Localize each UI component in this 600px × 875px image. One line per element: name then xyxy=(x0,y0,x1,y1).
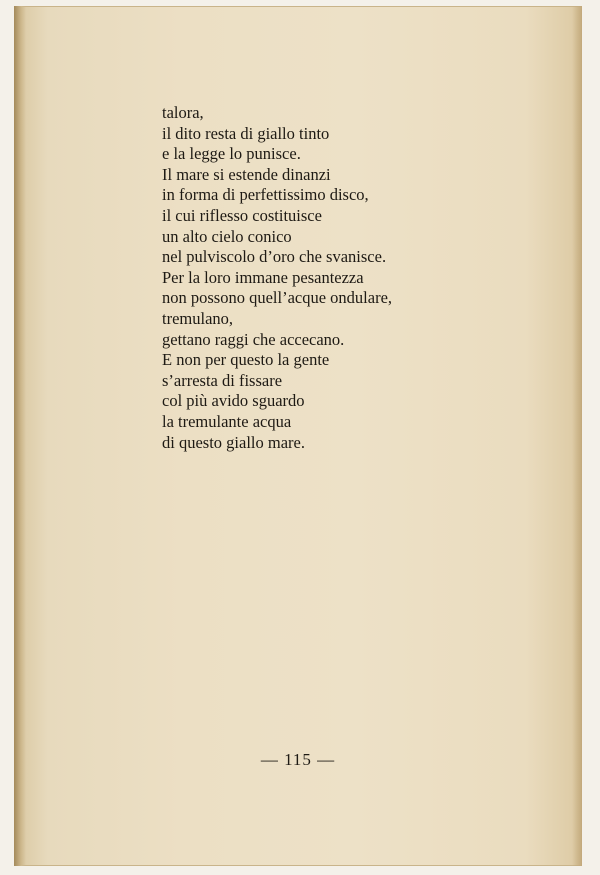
poem-line: e la legge lo punisce. xyxy=(162,144,301,164)
poem-line: Per la loro immane pesantezza xyxy=(162,267,364,287)
page-number: — 115 — xyxy=(260,750,336,769)
poem-line: E non per questo la gente xyxy=(162,350,330,370)
poem-line: col più avido sguardo xyxy=(162,391,305,411)
book-page xyxy=(14,6,582,866)
poem-line: un alto cielo conico xyxy=(162,226,292,246)
poem-line: in forma di perfettissimo disco, xyxy=(162,185,369,205)
poem-line: gettano raggi che accecano. xyxy=(162,329,345,349)
poem-line: la tremulante acqua xyxy=(162,411,292,431)
poem-text xyxy=(162,103,392,453)
poem-line: il dito resta di giallo tinto xyxy=(162,123,330,143)
poem-line: il cui riflesso costituisce xyxy=(162,205,322,225)
spine-shadow xyxy=(14,6,26,866)
poem-line: Il mare si estende dinanzi xyxy=(162,164,331,184)
poem-line: non possono quell’acque ondulare, xyxy=(162,288,393,308)
page-edge xyxy=(572,6,582,866)
poem-line: talora, xyxy=(162,103,204,122)
poem-line: nel pulviscolo d’oro che svanisce. xyxy=(162,247,387,267)
poem-line: tremulano, xyxy=(162,308,234,328)
poem-line: di questo giallo mare. xyxy=(162,432,305,452)
poem-line: s’arresta di fissare xyxy=(162,370,283,390)
